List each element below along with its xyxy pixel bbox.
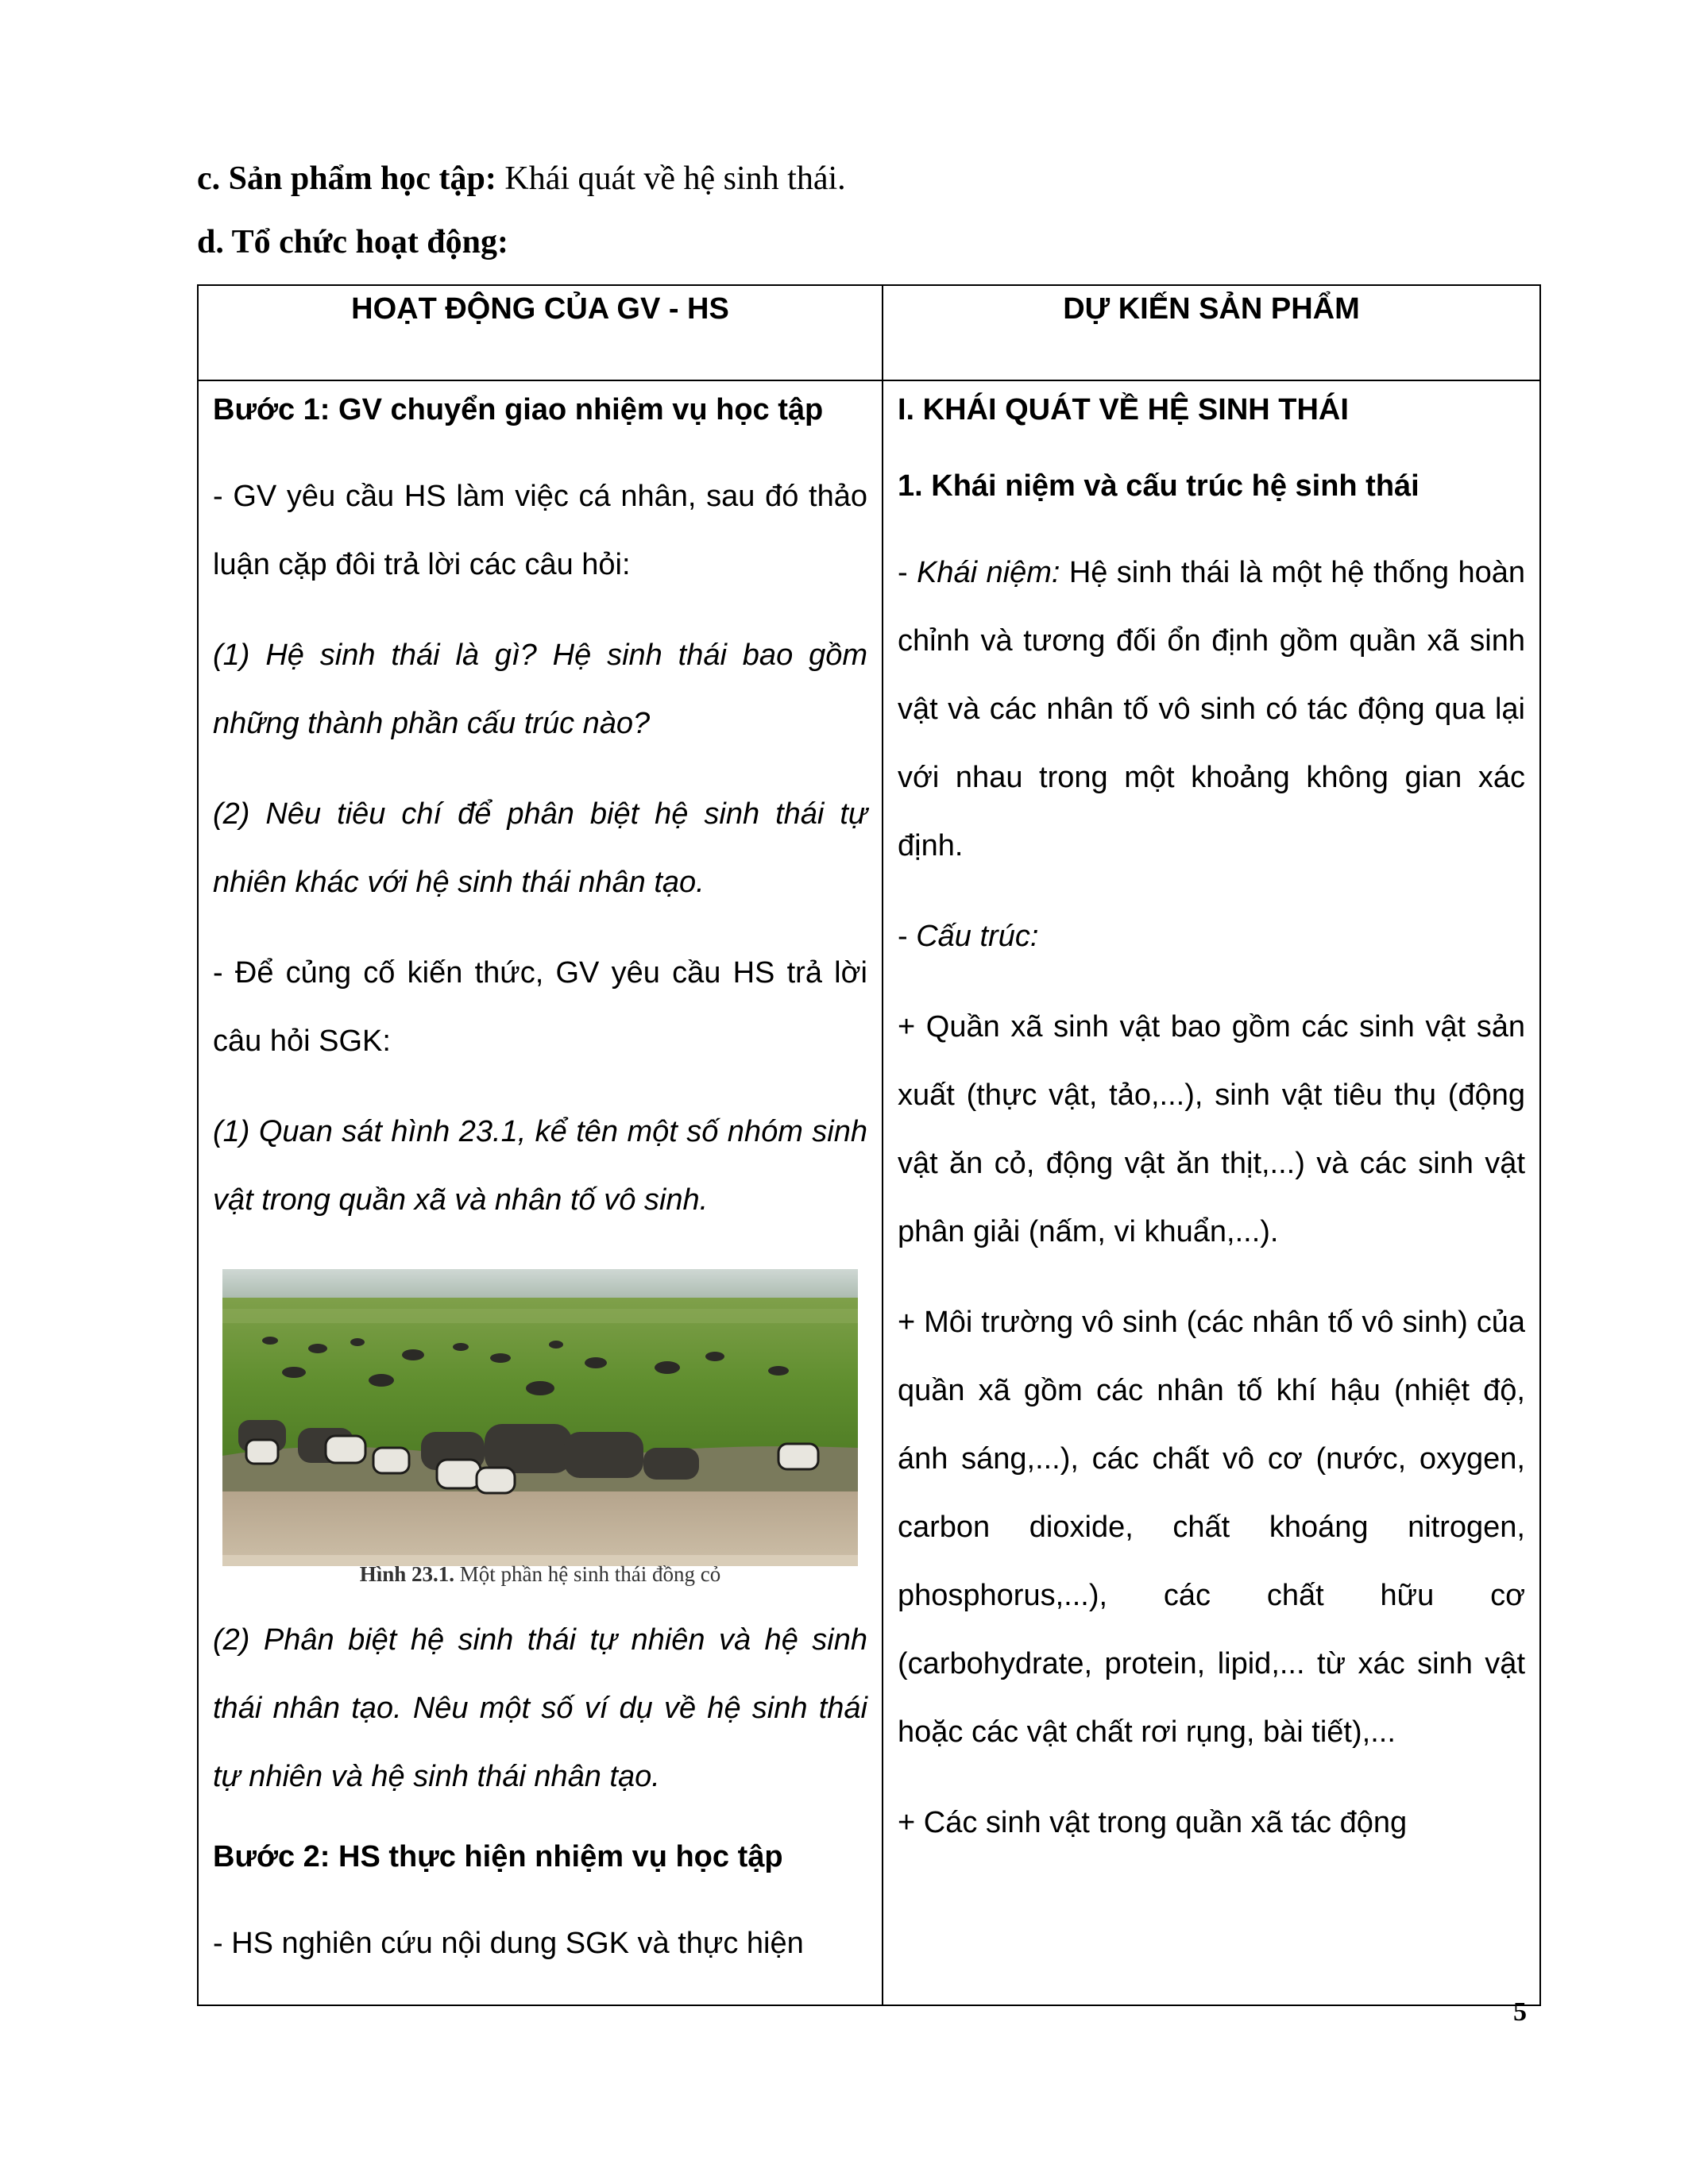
figure-caption-text: Một phần hệ sinh thái đồng cỏ [454,1562,721,1586]
table-body-row [198,380,1540,2005]
header-expected-product: DỰ KIẾN SẢN PHẨM [883,285,1540,380]
question-3: (1) Quan sát hình 23.1, kể tên một số nhóm sinh vật trong quần xã và nhân tố vô sinh. [213,1115,867,1217]
concept-text: Hệ sinh thái là một hệ thống hoàn chỉnh và tương đối ổn định gồm quần xã sinh vật và các nhân tố vô sinh có tác động qua lại với nhau trong một khoảng không gian xác định. [898,556,1525,862]
section-c-text: Khái quát về hệ sinh thái. [496,160,846,197]
question-2: (2) Nêu tiêu chí để phân biệt hệ sinh thái tự nhiên khác với hệ sinh thái nhân tạo. [213,797,867,899]
question-4: (2) Phân biệt hệ sinh thái tự nhiên và hệ sinh thái nhân tạo. Nêu một số ví dụ về hệ sinh thái tự nhiên và hệ sinh thái nhân tạo. [213,1623,867,1793]
section-c-label: c. Sản phẩm học tập: [197,160,496,197]
table-header-row [198,285,1540,380]
left-column-cell [198,380,883,2005]
section-d-line [197,218,508,266]
structure-label: Cấu trúc: [916,920,1039,953]
section-i-title: I. KHÁI QUÁT VỀ HỆ SINH THÁI [898,393,1349,426]
page-number: 5 [1513,1997,1527,2027]
figure-caption-label: Hình 23.1. [359,1562,455,1586]
concept-label: Khái niệm: [917,556,1060,589]
step1-title: Bước 1: GV chuyển giao nhiệm vụ học tập [213,393,824,426]
concept-paragraph: - Khái niệm: Hệ sinh thái là một hệ thống hoàn chỉnh và tương đối ổn định gồm quần xã sinh vật và các nhân tố vô sinh có tác động qua lại với nhau trong một khoảng không gian xác định. [898,556,1525,862]
left-paragraph-3: - HS nghiên cứu nội dung SGK và thực hiện [213,1927,804,1960]
structure-paragraph: - Cấu trúc: [898,920,1039,953]
left-paragraph-2: - Để củng cố kiến thức, GV yêu cầu HS trả lời câu hỏi SGK: [213,956,867,1058]
section-d-label: d. Tổ chức hoạt động: [197,224,509,260]
figure-23-1 [213,1269,867,1587]
bullet-interaction: + Các sinh vật trong quần xã tác động [898,1806,1408,1839]
right-column-cell [883,380,1540,2005]
bullet-abiotic: + Môi trường vô sinh (các nhân tố vô sinh) của quần xã gồm các nhân tố khí hậu (nhiệt độ, ánh sáng,...), các chất vô cơ (nước, oxygen, carbon dioxide, chất khoáng nitrogen, phosphorus,...), các chất hữu cơ (carbohydrate, protein, lipid,... từ xác sinh vật hoặc các vật chất rơi rụng, bài tiết),... [898,1306,1525,1749]
step2-title: Bước 2: HS thực hiện nhiệm vụ học tập [213,1840,783,1873]
question-1: (1) Hệ sinh thái là gì? Hệ sinh thái bao gồm những thành phần cấu trúc nào? [213,639,867,740]
header-teacher-student: HOẠT ĐỘNG CỦA GV - HS [198,285,883,380]
bullet-community: + Quần xã sinh vật bao gồm các sinh vật sản xuất (thực vật, tảo,...), sinh vật tiêu thụ (động vật ăn cỏ, động vật ăn thịt,...) và các sinh vật phân giải (nấm, vi khuẩn,...). [898,1010,1525,1248]
left-paragraph-1: - GV yêu cầu HS làm việc cá nhân, sau đó thảo luận cặp đôi trả lời các câu hỏi: [213,480,867,581]
grassland-photo [222,1269,858,1566]
activity-table [197,284,1541,2006]
subsection-1-title: 1. Khái niệm và cấu trúc hệ sinh thái [898,469,1420,503]
section-c-line [197,155,846,203]
